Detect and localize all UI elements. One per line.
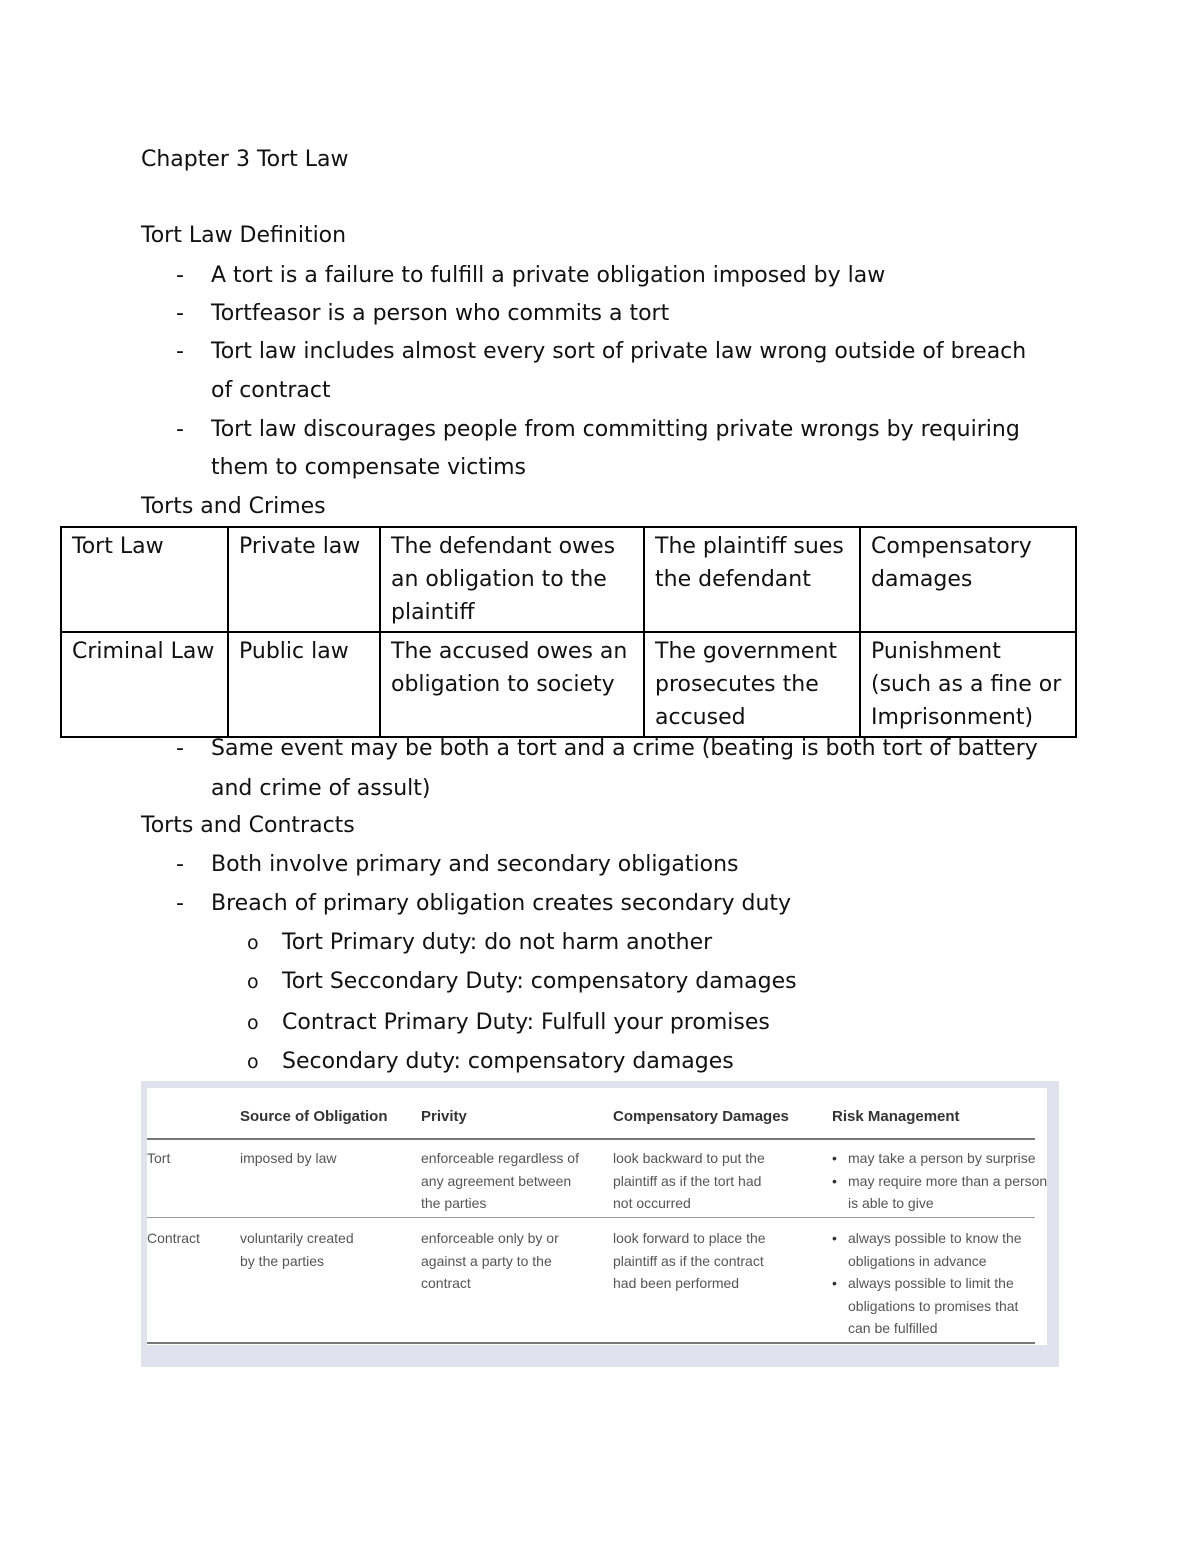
bullet-text: Tort law includes almost every sort of private law wrong outside of breach bbox=[211, 339, 1027, 364]
contract-risk-list bbox=[832, 1227, 1022, 1340]
column-header-risk: Risk Management bbox=[832, 1108, 960, 1125]
sub-bullet-circle: o bbox=[247, 1051, 259, 1073]
bullet-text: Same event may be both a tort and a crime (beating is both tort of battery bbox=[211, 736, 1038, 761]
list-item: • always possible to limit the obligations to promises that can be fulfilled bbox=[832, 1272, 1022, 1340]
cell-line: enforceable only by or bbox=[421, 1230, 559, 1246]
tort-damages-cell bbox=[613, 1147, 765, 1215]
bottom-rule bbox=[147, 1342, 1035, 1344]
sub-bullet-text: Tort Primary duty: do not harm another bbox=[282, 930, 713, 955]
section-heading-contracts: Torts and Contracts bbox=[141, 813, 355, 838]
cell-line: against a party to the bbox=[421, 1252, 552, 1269]
sub-bullet-text: Secondary duty: compensatory damages bbox=[282, 1049, 734, 1074]
row-label-contract: Contract bbox=[147, 1230, 200, 1246]
bullet-dash: - bbox=[176, 736, 184, 761]
bullet-dash: - bbox=[176, 339, 184, 364]
table-row bbox=[61, 527, 1076, 632]
sub-bullet-circle: o bbox=[247, 932, 259, 954]
sub-bullet-text: Contract Primary Duty: Fulfull your promises bbox=[282, 1010, 770, 1035]
cell-line: had been performed bbox=[613, 1275, 740, 1291]
cell-line: plaintiff as if the tort had bbox=[613, 1172, 762, 1189]
bullet-dash: - bbox=[176, 417, 184, 442]
comparison-figure bbox=[141, 1081, 1059, 1367]
contract-privity-cell bbox=[421, 1227, 559, 1295]
list-item: • may take a person by surprise bbox=[832, 1147, 1047, 1170]
section-heading-definition: Tort Law Definition bbox=[141, 223, 347, 248]
bullet-text: Tort law discourages people from committing private wrongs by requiring bbox=[211, 417, 1020, 442]
table-cell: The government prosecutes the accused bbox=[644, 632, 860, 737]
header-rule bbox=[147, 1138, 1035, 1140]
bullet-text: A tort is a failure to fulfill a private obligation imposed by law bbox=[211, 263, 886, 288]
list-item: • may require more than a person is able to give bbox=[832, 1170, 1047, 1215]
page-title: Chapter 3 Tort Law bbox=[141, 147, 349, 172]
sub-bullet-circle: o bbox=[247, 971, 259, 993]
cell-line: not occurred bbox=[613, 1195, 691, 1211]
bullet-text: Tortfeasor is a person who commits a tort bbox=[211, 301, 670, 326]
column-header-damages: Compensatory Damages bbox=[613, 1108, 789, 1125]
bullet-text-continuation: and crime of assult) bbox=[211, 776, 431, 801]
table-cell: The defendant owes an obligation to the plaintiff bbox=[380, 527, 644, 632]
table-cell: Private law bbox=[228, 527, 380, 632]
bullet-dash: - bbox=[176, 891, 184, 916]
bullet-text: Breach of primary obligation creates secondary duty bbox=[211, 891, 792, 916]
row-label-tort: Tort bbox=[147, 1150, 171, 1166]
contract-damages-cell bbox=[613, 1227, 766, 1295]
sub-bullet-circle: o bbox=[247, 1012, 259, 1034]
bullet-dash: - bbox=[176, 852, 184, 877]
cell-line: any agreement between bbox=[421, 1172, 572, 1189]
bullet-text-continuation: of contract bbox=[211, 378, 331, 403]
section-heading-crimes: Torts and Crimes bbox=[141, 494, 326, 519]
bullet-dash: - bbox=[176, 301, 184, 326]
cell-line: by the parties bbox=[240, 1252, 325, 1269]
table-cell: The plaintiff sues the defendant bbox=[644, 527, 860, 632]
bullet-dash: - bbox=[176, 263, 184, 288]
contract-source-cell bbox=[240, 1227, 354, 1272]
cell-line: look backward to put the bbox=[613, 1150, 765, 1166]
cell-line: look forward to place the bbox=[613, 1230, 766, 1246]
tort-risk-list bbox=[832, 1147, 1047, 1215]
table-cell: The accused owes an obligation to society bbox=[380, 632, 644, 737]
table-cell: Public law bbox=[228, 632, 380, 737]
bullet-text: Both involve primary and secondary obligations bbox=[211, 852, 739, 877]
table-cell: Criminal Law bbox=[61, 632, 228, 737]
cell-line: enforceable regardless of bbox=[421, 1150, 579, 1166]
row-rule bbox=[147, 1217, 1035, 1218]
cell-line: the parties bbox=[421, 1195, 487, 1211]
table-cell: Tort Law bbox=[61, 527, 228, 632]
sub-bullet-text: Tort Seccondary Duty: compensatory damages bbox=[282, 969, 797, 994]
bullet-text-continuation: them to compensate victims bbox=[211, 455, 526, 480]
tort-privity-cell bbox=[421, 1147, 579, 1215]
cell-line: plaintiff as if the contract bbox=[613, 1252, 764, 1269]
cell-line: contract bbox=[421, 1275, 471, 1291]
table-row bbox=[61, 632, 1076, 737]
cell-line: voluntarily created bbox=[240, 1230, 354, 1246]
table-cell: Compensatory damages bbox=[860, 527, 1076, 632]
tort-source-cell: imposed by law bbox=[240, 1150, 337, 1166]
table-cell: Punishment (such as a fine or Imprisonment) bbox=[860, 632, 1076, 737]
column-header-source: Source of Obligation bbox=[240, 1108, 388, 1125]
list-item: • always possible to know the obligations in advance bbox=[832, 1227, 1022, 1272]
comparison-table bbox=[147, 1088, 1047, 1345]
column-header-privity: Privity bbox=[421, 1108, 467, 1125]
torts-crimes-table bbox=[60, 526, 1077, 738]
